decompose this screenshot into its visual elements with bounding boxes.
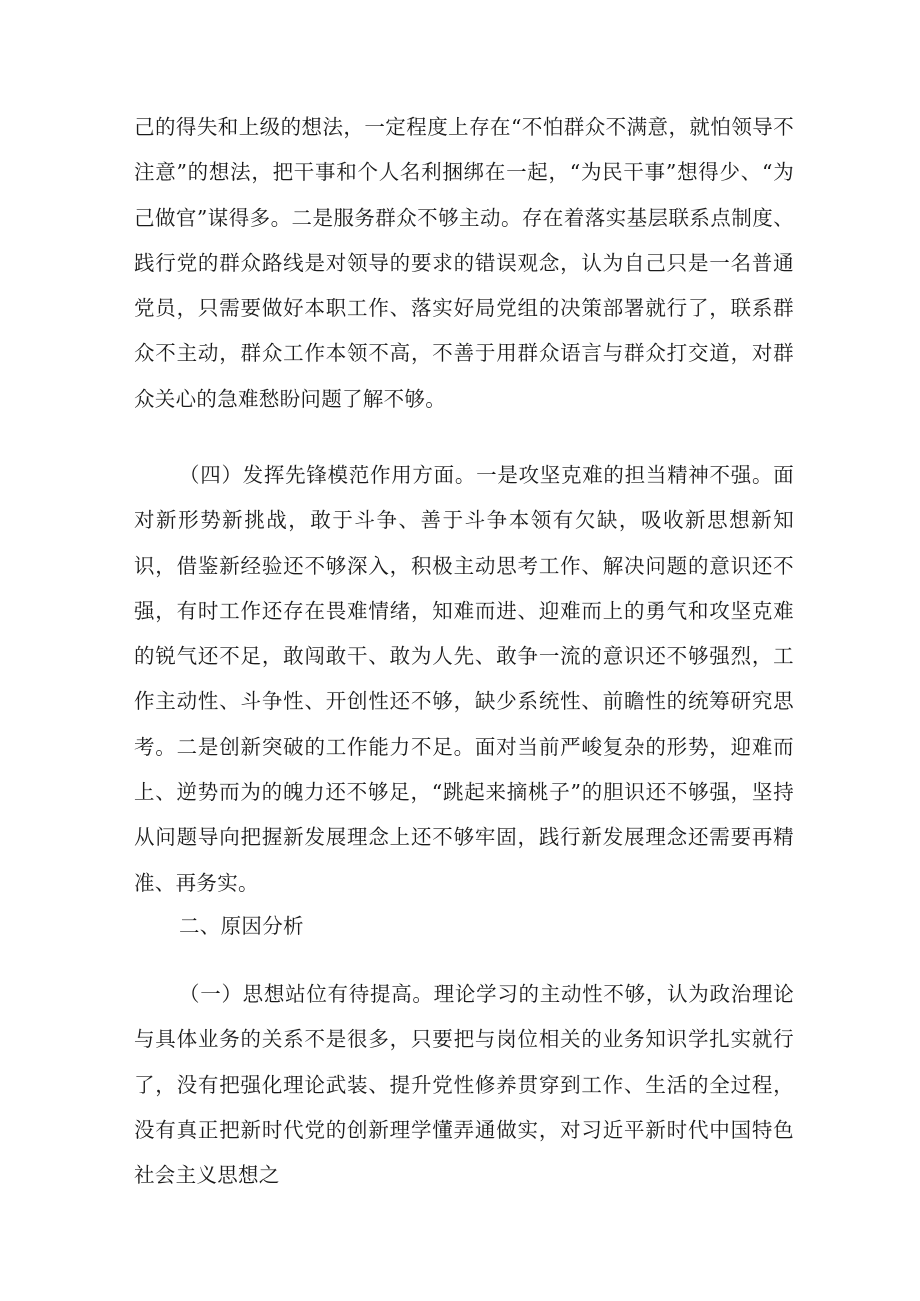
paragraph-vanguard-role: （四）发挥先锋模范作用方面。一是攻坚克难的担当精神不强。面对新形势新挑战，敢于斗争、善于斗争本领有欠缺，吸收新思想新知识，借鉴新经验还不够深入，积极主动思考工作、解决问题的意识还不强，有时工作还存在畏难情绪，知难而进、迎难而上的勇气和攻坚克难的锐气还不足，敢闯敢干、敢为人先、敢争一流的意识还不够强烈，工作主动性、斗争性、开创性还不够，缺少系统性、前瞻性的统筹研究思考。二是创新突破的工作能力不足。面对当前严峻复杂的形势，迎难而上、逆势而为的魄力还不够足，“跳起来摘桃子”的胆识还不够强，坚持从问题导向把握新发展理念上还不够牢固，践行新发展理念还需要再精准、再务实。 [134,463,794,895]
section-heading-cause-analysis: 二、原因分析 [179,914,304,938]
paragraph-ideological-stance: （一）思想站位有待提高。理论学习的主动性不够，认为政治理论与具体业务的关系不是很多，只要把与岗位相关的业务知识学扎实就行了，没有把强化理论武装、提升党性修养贯穿到工作、生活的全过程，没有真正把新时代党的创新理学懂弄通做实，对习近平新时代中国特色社会主义思想之 [134,982,794,1188]
paragraph-service-masses: 己的得失和上级的想法，一定程度上存在“不怕群众不满意，就怕领导不注意”的想法，把干事和个人名利捆绑在一起，“为民干事”想得少、“为己做官”谋得多。二是服务群众不够主动。存在着落实基层联系点制度、践行党的群众路线是对领导的要求的错误观念，认为自己只是一名普通党员，只需要做好本职工作、落实好局党组的决策部署就行了，联系群众不主动，群众工作本领不高，不善于用群众语言与群众打交道，对群众关心的急难愁盼问题了解不够。 [134,115,794,411]
